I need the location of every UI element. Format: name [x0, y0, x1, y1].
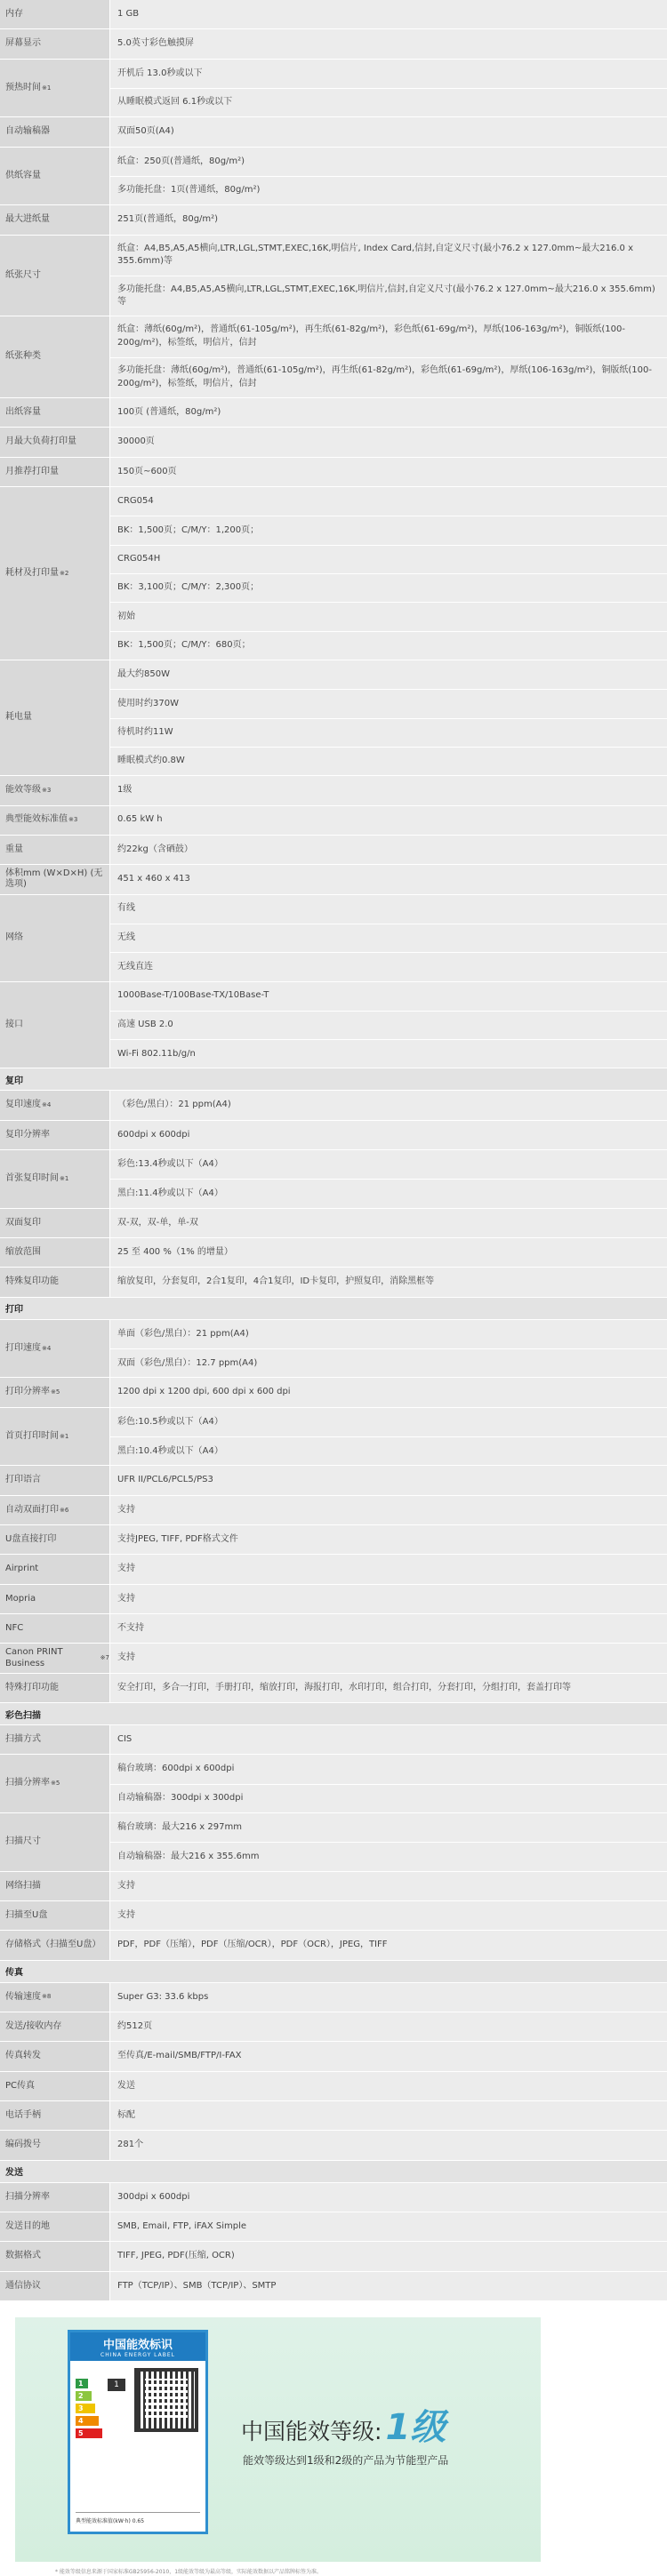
spec-value: TIFF, JPEG, PDF(压缩, OCR) — [110, 2242, 667, 2270]
spec-value: 451 x 460 x 413 — [110, 865, 667, 893]
spec-label-text: 最大进纸量 — [5, 214, 50, 225]
spec-label — [0, 1931, 110, 1959]
spec-value: 双面（彩色/黑白）：12.7 ppm(A4) — [110, 1348, 667, 1377]
spec-label — [0, 895, 110, 981]
spec-row — [0, 117, 667, 147]
spec-row — [0, 1725, 667, 1755]
spec-label-text: 扫描尺寸 — [5, 1836, 41, 1847]
spec-value: 使用时约370W — [110, 689, 667, 717]
spec-value: 安全打印，多合一打印，手册打印，缩放打印，海报打印，水印打印，组合打印，分套打印，分组打印，套盖打印等 — [110, 1674, 667, 1702]
spec-value: 251页(普通纸，80g/m²) — [110, 205, 667, 234]
spec-value: 281个 — [110, 2131, 667, 2159]
footnote-marker: ※1 — [60, 1175, 69, 1183]
spec-value: PDF，PDF（压缩），PDF（压缩/OCR），PDF（OCR），JPEG，TIFF — [110, 1931, 667, 1959]
spec-value: BK：1,500页；C/M/Y：1,200页； — [110, 516, 667, 544]
spec-label — [0, 117, 110, 146]
spec-label — [0, 2042, 110, 2070]
spec-label-text: 自动输稿器 — [5, 126, 50, 137]
spec-label-text: 扫描分辨率 — [5, 2191, 50, 2202]
spec-row — [0, 316, 667, 398]
spec-label — [0, 1378, 110, 1406]
spec-value: 纸盒：薄纸(60g/m²)，普通纸(61-105g/m²)，再生纸(61-82g/m²)，彩色纸(61-69g/m²)，厚纸(106-163g/m²)，铜版纸(100-200g/m²)，标签纸，明信片，信封 — [110, 316, 667, 356]
spec-label-text: 扫描方式 — [5, 1733, 41, 1744]
spec-label — [0, 1674, 110, 1702]
spec-label — [0, 2242, 110, 2270]
footnote-marker: ※4 — [42, 1344, 52, 1352]
energy-label-footer: 典型能效标准值(kW·h) 0.65 — [76, 2512, 200, 2524]
spec-value: 开机后 13.0秒或以下 — [110, 60, 667, 88]
spec-value: 多功能托盘：A4,B5,A5,A5横向,LTR,LGL,STMT,EXEC,16K,明信片,信封,自定义尺寸(最小76.2 x 127.0mm~最大216.0 x 355.6mm)等 — [110, 276, 667, 316]
spec-label — [0, 1466, 110, 1494]
energy-label-title: 中国能效标识 — [102, 2338, 173, 2352]
spec-label-text: 缩放范围 — [5, 1247, 41, 1258]
spec-label-text: 内存 — [5, 8, 23, 19]
spec-value: 支持 — [110, 1496, 667, 1524]
spec-row — [0, 398, 667, 428]
spec-value: 从睡眠模式返回 6.1秒或以下 — [110, 88, 667, 116]
spec-value: SMB, Email, FTP, iFAX Simple — [110, 2212, 667, 2241]
spec-value: 1级 — [110, 776, 667, 804]
spec-row — [0, 60, 667, 118]
spec-label — [0, 487, 110, 660]
spec-row — [0, 1872, 667, 1901]
spec-value: BK：1,500页；C/M/Y：680页； — [110, 631, 667, 660]
spec-label-text: 首张复印时间 — [5, 1173, 59, 1184]
spec-label-text: 供纸容量 — [5, 170, 41, 180]
spec-label — [0, 1091, 110, 1119]
spec-label — [0, 1408, 110, 1466]
spec-row — [0, 1555, 667, 1584]
spec-row — [0, 1209, 667, 1238]
spec-value: 多功能托盘：1页(普通纸，80g/m²) — [110, 176, 667, 204]
spec-label-text: 通信协议 — [5, 2280, 41, 2291]
spec-row — [0, 865, 667, 894]
spec-label-text: 出纸容量 — [5, 406, 41, 417]
grade-title-number: 1级 — [385, 2406, 446, 2448]
spec-row — [0, 1614, 667, 1644]
footnote-marker: ※5 — [51, 1388, 60, 1396]
spec-value: 稿台玻璃：最大216 x 297mm — [110, 1813, 667, 1842]
energy-label-header — [70, 2332, 205, 2361]
spec-label-text: 自动双面打印 — [5, 1504, 59, 1515]
spec-label-text: 特殊复印功能 — [5, 1276, 59, 1287]
grade-bar: 3 — [76, 2404, 95, 2413]
spec-label — [0, 398, 110, 427]
spec-label-text: Canon PRINT Business — [5, 1647, 63, 1668]
spec-label-text: 存储格式（扫描至U盘） — [5, 1940, 101, 1950]
spec-value: 支持 — [110, 1644, 667, 1672]
spec-label — [0, 1121, 110, 1149]
spec-value: （彩色/黑白）：21 ppm(A4) — [110, 1091, 667, 1119]
spec-label — [0, 1983, 110, 2012]
spec-label — [0, 1496, 110, 1524]
spec-label — [0, 1585, 110, 1613]
spec-value: 黑白:10.4秒或以下（A4） — [110, 1436, 667, 1465]
spec-value: 1000Base-T/100Base-TX/10Base-T — [110, 982, 667, 1011]
spec-row — [0, 1268, 667, 1297]
spec-value: 纸盒：250页(普通纸，80g/m²) — [110, 148, 667, 176]
spec-label — [0, 2131, 110, 2159]
spec-label — [0, 1644, 110, 1672]
spec-row — [0, 2042, 667, 2071]
footnote-marker: ※6 — [60, 1506, 69, 1514]
spec-label — [0, 0, 110, 28]
spec-label — [0, 2212, 110, 2241]
spec-label-text: 月推荐打印量 — [5, 466, 59, 476]
spec-row — [0, 776, 667, 805]
spec-row — [0, 1931, 667, 1960]
spec-label-text: 耗材及打印量 — [5, 567, 59, 578]
spec-label-text: 电话手柄 — [5, 2109, 41, 2120]
spec-label-text: NFC — [5, 1622, 24, 1633]
spec-value: 支持 — [110, 1555, 667, 1583]
spec-value: 600dpi x 600dpi — [110, 1121, 667, 1149]
spec-label-text: 复印速度 — [5, 1100, 41, 1110]
spec-row — [0, 1466, 667, 1495]
spec-label-text: 典型能效标准值 — [5, 814, 68, 825]
spec-value: FTP（TCP/IP）、SMB（TCP/IP）、SMTP — [110, 2272, 667, 2300]
spec-label — [0, 1725, 110, 1754]
spec-label — [0, 2072, 110, 2100]
spec-row — [0, 1755, 667, 1813]
spec-value: 高速 USB 2.0 — [110, 1011, 667, 1039]
spec-label-text: PC传真 — [5, 2080, 36, 2091]
spec-row — [0, 458, 667, 487]
footnote-marker: ※2 — [60, 569, 69, 577]
spec-label — [0, 1238, 110, 1267]
spec-label-text: 打印语言 — [5, 1475, 41, 1485]
spec-label — [0, 2012, 110, 2041]
spec-row — [0, 1644, 667, 1673]
footnote-marker: ※1 — [42, 84, 52, 92]
spec-label — [0, 1150, 110, 1208]
energy-label-subtitle: CHINA ENERGY LABEL — [100, 2351, 175, 2358]
footnote-marker: ※3 — [68, 816, 78, 824]
spec-row — [0, 2012, 667, 2042]
spec-label-text: 复印分辨率 — [5, 1129, 50, 1140]
spec-row — [0, 1813, 667, 1872]
spec-label — [0, 1755, 110, 1812]
spec-row — [0, 29, 667, 59]
spec-value: UFR II/PCL6/PCL5/PS3 — [110, 1466, 667, 1494]
spec-row — [0, 1238, 667, 1268]
spec-value: Wi-Fi 802.11b/g/n — [110, 1039, 667, 1068]
spec-row — [0, 2072, 667, 2101]
footnote-marker: ※4 — [42, 1101, 52, 1109]
spec-label-text: 预热时间 — [5, 82, 41, 92]
grade-bar: 5 — [76, 2428, 102, 2438]
spec-row — [0, 806, 667, 836]
spec-label — [0, 428, 110, 456]
grade-title — [241, 2399, 446, 2450]
spec-label — [0, 2183, 110, 2212]
spec-row — [0, 1525, 667, 1555]
spec-value: 黑白:11.4秒或以下（A4） — [110, 1179, 667, 1207]
spec-value: 约512页 — [110, 2012, 667, 2041]
spec-value: 单面（彩色/黑白）：21 ppm(A4) — [110, 1320, 667, 1348]
spec-label — [0, 1555, 110, 1583]
spec-label — [0, 29, 110, 58]
footnote: * 能效等级信息来源于国家标准GB25956-2010，1级能效等级为最高等级，实际能效数据以产品铭牌标签为准。 — [55, 2568, 323, 2575]
spec-label-text: Mopria — [5, 1593, 36, 1604]
spec-label — [0, 1614, 110, 1643]
spec-row — [0, 1408, 667, 1467]
spec-row — [0, 895, 667, 982]
grade-scale — [76, 2379, 102, 2441]
spec-row — [0, 836, 667, 865]
spec-value: 至传真/E-mail/SMB/FTP/I-FAX — [110, 2042, 667, 2070]
spec-label-text: 能效等级 — [5, 785, 41, 796]
spec-value: 支持JPEG, TIFF, PDF格式文件 — [110, 1525, 667, 1554]
spec-row — [0, 2272, 667, 2301]
spec-value: 30000页 — [110, 428, 667, 456]
spec-label-text: 屏幕显示 — [5, 38, 41, 49]
spec-value: 300dpi x 600dpi — [110, 2183, 667, 2212]
spec-value: 最大约850W — [110, 660, 667, 689]
spec-label-text: 网络 — [5, 932, 23, 942]
spec-label-text: 体积mm (W×D×H) (无选项) — [5, 868, 103, 890]
section-header: 发送 — [0, 2161, 667, 2183]
spec-value: 支持 — [110, 1872, 667, 1900]
spec-label-text: 重量 — [5, 844, 23, 854]
spec-label-text: 首页打印时间 — [5, 1430, 59, 1441]
spec-row — [0, 660, 667, 776]
spec-label-text: 发送/接收内存 — [5, 2020, 62, 2031]
spec-label-text: 月最大负荷打印量 — [5, 436, 76, 447]
spec-row — [0, 236, 667, 317]
spec-value: 睡眠模式约0.8W — [110, 747, 667, 775]
spec-label — [0, 660, 110, 775]
spec-value: 1200 dpi x 1200 dpi, 600 dpi x 600 dpi — [110, 1378, 667, 1406]
spec-row — [0, 2131, 667, 2160]
spec-label-text: 双面复印 — [5, 1217, 41, 1228]
spec-value: 25 至 400 %（1% 的增量） — [110, 1238, 667, 1267]
spec-value: 稿台玻璃：600dpi x 600dpi — [110, 1755, 667, 1783]
spec-value: 多功能托盘：薄纸(60g/m²)，普通纸(61-105g/m²)，再生纸(61-82g/m²)，彩色纸(61-69g/m²)，厚纸(106-163g/m²)，铜版纸(100-200g/m²)，标签纸，明信片，信封 — [110, 357, 667, 397]
spec-row — [0, 1378, 667, 1407]
spec-value: 初始 — [110, 602, 667, 630]
spec-label-text: 打印分辨率 — [5, 1387, 50, 1397]
spec-value: 有线 — [110, 895, 667, 924]
spec-value: CIS — [110, 1725, 667, 1754]
section-header: 彩色扫描 — [0, 1703, 667, 1725]
footnote-marker: ※8 — [42, 1993, 52, 2001]
spec-label — [0, 205, 110, 234]
section-header: 传真 — [0, 1961, 667, 1983]
spec-value: 不支持 — [110, 1614, 667, 1643]
grade-bar: 1 — [76, 2379, 88, 2388]
spec-row — [0, 1496, 667, 1525]
spec-value: 1 GB — [110, 0, 667, 28]
spec-value: 双面50页(A4) — [110, 117, 667, 146]
spec-label-text: 扫描至U盘 — [5, 1909, 48, 1920]
spec-row — [0, 0, 667, 29]
spec-value: CRG054 — [110, 487, 667, 516]
energy-banner — [15, 2317, 541, 2562]
energy-label-image — [68, 2330, 208, 2534]
spec-label — [0, 458, 110, 486]
spec-label — [0, 806, 110, 835]
spec-value: 0.65 kW h — [110, 806, 667, 835]
grade-description: 能效等级达到1级和2级的产品为节能型产品 — [243, 2453, 449, 2467]
spec-label — [0, 2272, 110, 2300]
qr-code-icon — [134, 2368, 198, 2432]
spec-value: BK：3,100页；C/M/Y：2,300页； — [110, 573, 667, 602]
section-header: 打印 — [0, 1298, 667, 1320]
spec-value: 双-双，双-单，单-双 — [110, 1209, 667, 1237]
spec-label — [0, 148, 110, 205]
spec-value: 支持 — [110, 1585, 667, 1613]
section-header: 复印 — [0, 1068, 667, 1091]
spec-row — [0, 1091, 667, 1120]
spec-value: 缩放复印，分套复印，2合1复印，4合1复印，ID卡复印，护照复印，消除黑框等 — [110, 1268, 667, 1296]
spec-label-text: Airprint — [5, 1564, 39, 1574]
spec-value: 标配 — [110, 2101, 667, 2130]
spec-value: 彩色:13.4秒或以下（A4） — [110, 1150, 667, 1179]
spec-label-text: 扫描分辨率 — [5, 1778, 50, 1788]
spec-label — [0, 1320, 110, 1378]
spec-value: 约22kg（含硒鼓） — [110, 836, 667, 864]
spec-row — [0, 1150, 667, 1209]
spec-value: 5.0英寸彩色触摸屏 — [110, 29, 667, 58]
footnote-marker: ※3 — [42, 786, 52, 794]
spec-value: 彩色:10.5秒或以下（A4） — [110, 1408, 667, 1436]
spec-label-text: U盘直接打印 — [5, 1533, 57, 1544]
footnote-marker: ※1 — [60, 1432, 69, 1440]
spec-label — [0, 1525, 110, 1554]
spec-label-text: 打印速度 — [5, 1342, 41, 1353]
spec-value: 无线直连 — [110, 952, 667, 980]
grade-title-prefix: 中国能效等级: — [241, 2418, 382, 2444]
spec-value: CRG054H — [110, 545, 667, 573]
spec-value: Super G3: 33.6 kbps — [110, 1983, 667, 2012]
spec-value: 支持 — [110, 1901, 667, 1930]
spec-row — [0, 2212, 667, 2242]
spec-row — [0, 148, 667, 206]
spec-label-text: 耗电量 — [5, 712, 32, 723]
spec-row — [0, 205, 667, 235]
spec-value: 纸盒：A4,B5,A5,A5横向,LTR,LGL,STMT,EXEC,16K,明信片, Index Card,信封,自定义尺寸(最小76.2 x 127.0mm~最大216.0 x 355.6mm)等 — [110, 236, 667, 276]
spec-value: 无线 — [110, 924, 667, 952]
spec-label-text: 数据格式 — [5, 2251, 41, 2261]
spec-label — [0, 836, 110, 864]
spec-label — [0, 2101, 110, 2130]
spec-value: 100页 (普通纸，80g/m²) — [110, 398, 667, 427]
footnote-marker: ※5 — [51, 1780, 60, 1788]
spec-label-text: 接口 — [5, 1019, 23, 1029]
grade-bar: 4 — [76, 2416, 99, 2426]
spec-row — [0, 982, 667, 1069]
spec-value: 150页~600页 — [110, 458, 667, 486]
grade-marker: 1 — [108, 2379, 125, 2391]
spec-label — [0, 865, 110, 893]
spec-label-text: 网络扫描 — [5, 1880, 41, 1891]
spec-row — [0, 2242, 667, 2271]
spec-row — [0, 1674, 667, 1703]
spec-value: 发送 — [110, 2072, 667, 2100]
spec-row — [0, 1983, 667, 2012]
footnote-marker: ※7 — [100, 1654, 109, 1662]
spec-row — [0, 1320, 667, 1379]
grade-bar: 2 — [76, 2391, 92, 2401]
spec-value: 待机时约11W — [110, 718, 667, 747]
spec-value: 自动输稿器：300dpi x 300dpi — [110, 1784, 667, 1812]
spec-label — [0, 776, 110, 804]
spec-label — [0, 236, 110, 316]
spec-row — [0, 487, 667, 660]
spec-label-text: 纸张尺寸 — [5, 269, 41, 280]
spec-row — [0, 1901, 667, 1931]
spec-row — [0, 2183, 667, 2212]
spec-label — [0, 1872, 110, 1900]
spec-value: 自动输稿器：最大216 x 355.6mm — [110, 1842, 667, 1870]
spec-row — [0, 1121, 667, 1150]
spec-label — [0, 1209, 110, 1237]
spec-label-text: 纸张种类 — [5, 351, 41, 362]
spec-label — [0, 1901, 110, 1930]
spec-row — [0, 2101, 667, 2131]
spec-label — [0, 1268, 110, 1296]
spec-label-text: 传真转发 — [5, 2051, 41, 2061]
spec-label-text: 传输速度 — [5, 1991, 41, 2002]
spec-label-text: 编码拨号 — [5, 2140, 41, 2150]
spec-label — [0, 60, 110, 117]
spec-row — [0, 1585, 667, 1614]
spec-label — [0, 1813, 110, 1871]
spec-label — [0, 982, 110, 1068]
spec-label-text: 发送目的地 — [5, 2220, 50, 2231]
spec-label-text: 特殊打印功能 — [5, 1682, 59, 1692]
spec-row — [0, 428, 667, 457]
spec-label — [0, 316, 110, 397]
